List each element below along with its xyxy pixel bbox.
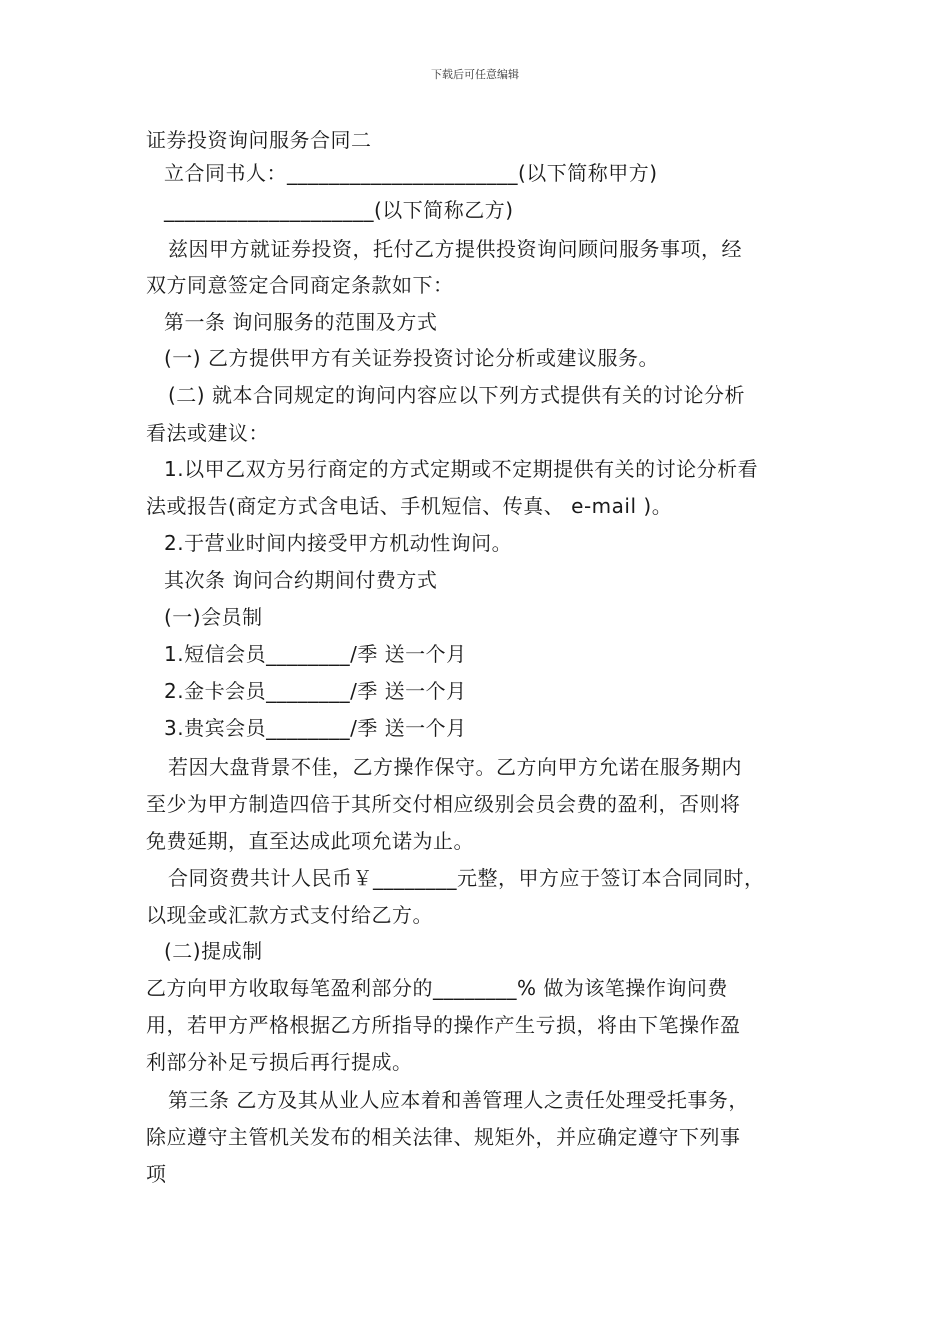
document-title: 证券投资询问服务合同二 bbox=[146, 128, 372, 152]
paragraph-line: 项 bbox=[146, 1162, 167, 1186]
article-heading: 第三条 乙方及其从业人应本着和善管理人之责任处理受托事务， bbox=[168, 1088, 749, 1112]
list-item: 法或报告(商定方式含电话、手机短信、传真、 e-mail )。 bbox=[146, 494, 673, 518]
article-heading: 其次条 询问合约期间付费方式 bbox=[164, 568, 438, 592]
clause-line: (二)提成制 bbox=[164, 939, 263, 963]
paragraph-line: 利部分补足亏损后再行提成。 bbox=[146, 1050, 413, 1074]
list-item: 2.于营业时间内接受甲方机动性询问。 bbox=[164, 531, 513, 555]
paragraph-line: 至少为甲方制造四倍于其所交付相应级别会员会费的盈利，否则将 bbox=[146, 792, 741, 816]
clause-line: (一) 乙方提供甲方有关证券投资讨论分析或建议服务。 bbox=[164, 346, 659, 370]
paragraph-line: 以现金或汇款方式支付给乙方。 bbox=[146, 903, 433, 927]
list-item: 1.短信会员________/季 送一个月 bbox=[164, 642, 467, 666]
list-item: 3.贵宾会员________/季 送一个月 bbox=[164, 716, 467, 740]
paragraph-line: 若因大盘背景不佳，乙方操作保守。乙方向甲方允诺在服务期内 bbox=[168, 755, 742, 779]
paragraph-line: 免费延期，直至达成此项允诺为止。 bbox=[146, 829, 474, 853]
paragraph-line: 用，若甲方严格根据乙方所指导的操作产生亏损，将由下笔操作盈 bbox=[146, 1013, 741, 1037]
clause-line: 看法或建议： bbox=[146, 421, 269, 445]
clause-line: (二) 就本合同规定的询问内容应以下列方式提供有关的讨论分析 bbox=[168, 383, 745, 407]
list-item: 2.金卡会员________/季 送一个月 bbox=[164, 679, 467, 703]
header-note: 下载后可任意编辑 bbox=[431, 68, 519, 81]
paragraph-line: 除应遵守主管机关发布的相关法律、规矩外，并应确定遵守下列事 bbox=[146, 1125, 741, 1149]
list-item: 1.以甲乙双方另行商定的方式定期或不定期提供有关的讨论分析看 bbox=[164, 457, 759, 481]
paragraph-line: 合同资费共计人民币￥________元整，甲方应于签订本合同同时， bbox=[168, 866, 765, 890]
paragraph-line: 双方同意签定合同商定条款如下： bbox=[146, 273, 454, 297]
party-b-line: ____________________(以下简称乙方) bbox=[164, 198, 514, 222]
article-heading: 第一条 询问服务的范围及方式 bbox=[164, 310, 438, 334]
party-a-line: 立合同书人：______________________(以下简称甲方) bbox=[164, 161, 658, 185]
clause-line: (一)会员制 bbox=[164, 605, 263, 629]
paragraph-line: 兹因甲方就证券投资，托付乙方提供投资询问顾问服务事项，经 bbox=[168, 237, 742, 261]
paragraph-line: 乙方向甲方收取每笔盈利部分的________% 做为该笔操作询问费 bbox=[146, 976, 728, 1000]
